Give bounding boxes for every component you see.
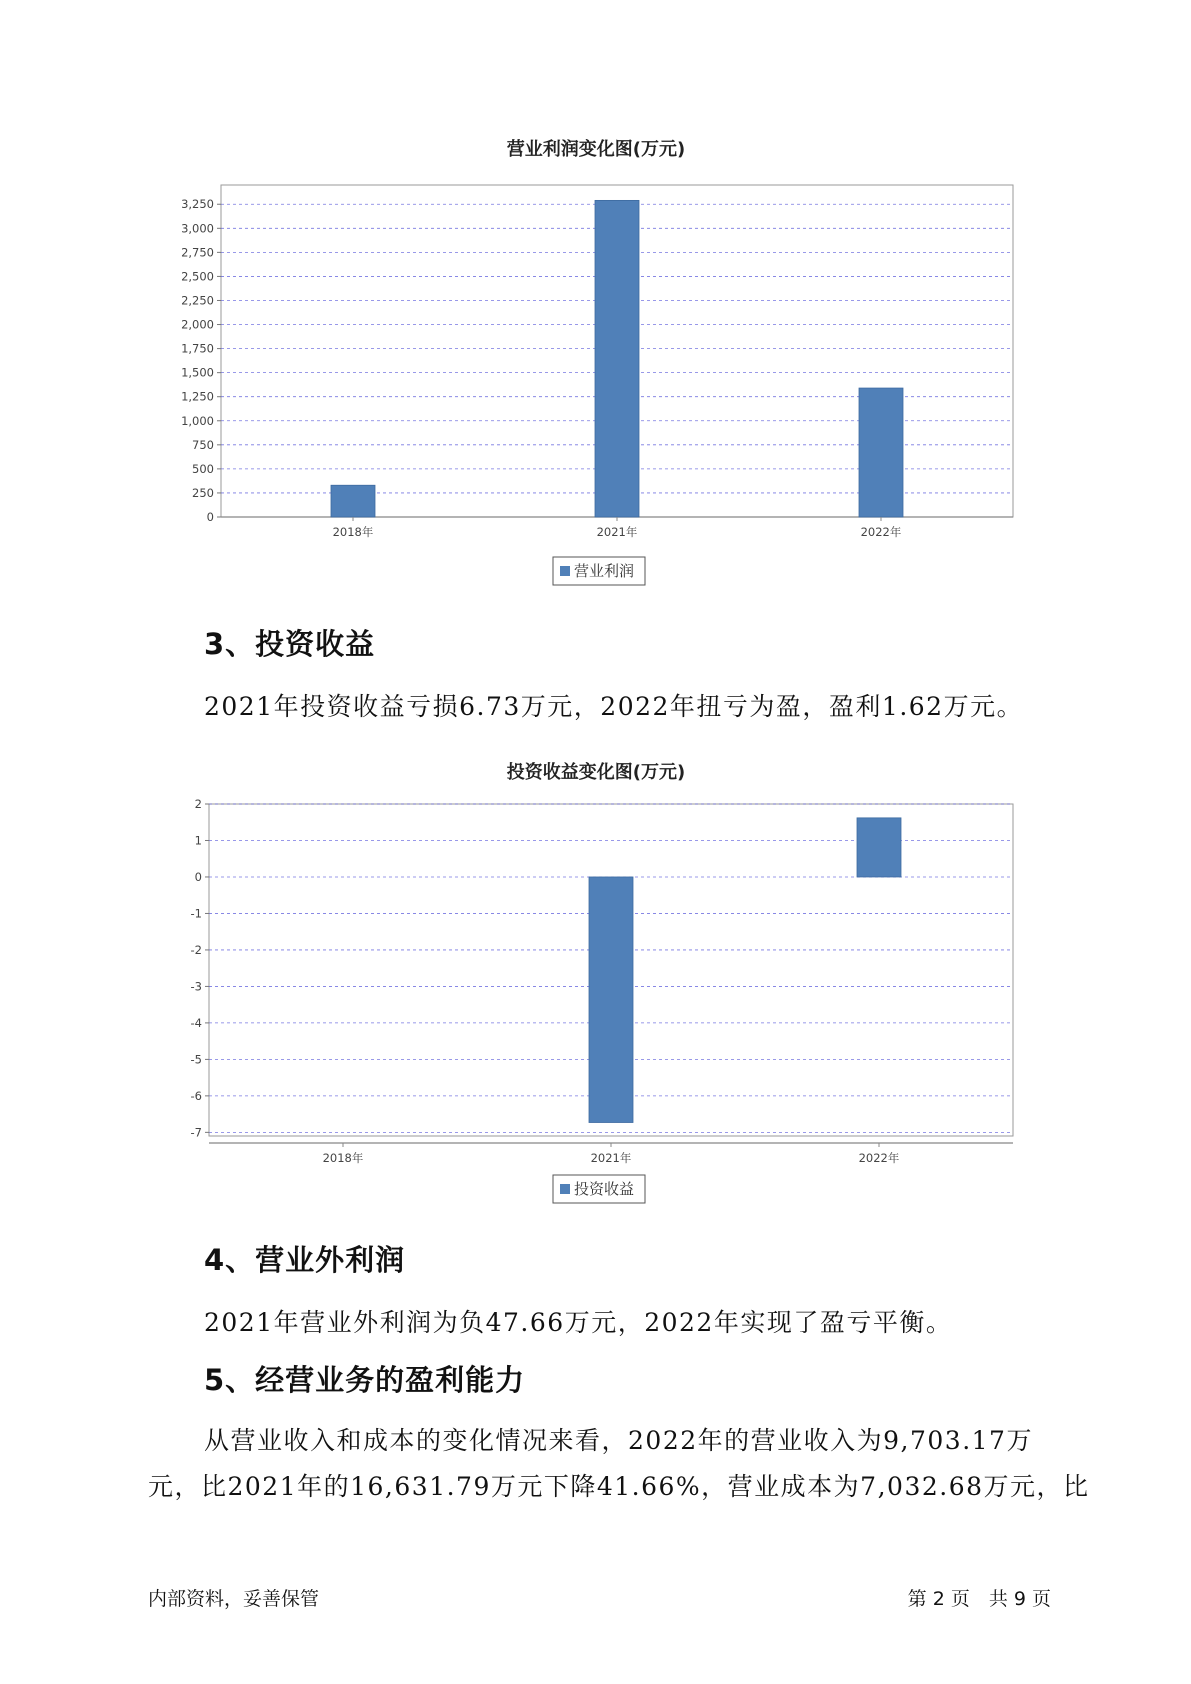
x-tick-label: 2021年: [590, 1151, 632, 1165]
y-tick-label: 1,500: [181, 365, 214, 380]
legend-label: 投资收益: [574, 1180, 635, 1198]
y-tick-label: -7: [190, 1125, 202, 1140]
y-tick-label: 2,000: [181, 317, 214, 332]
x-tick-label: 2021年: [596, 525, 638, 539]
y-tick-label: 1,250: [181, 389, 214, 404]
bar-2022年: [859, 388, 903, 517]
chart-legend: [553, 1175, 645, 1203]
bar-2018年: [331, 485, 375, 517]
section-4-paragraph: 2021年营业外利润为负47.66万元，2022年实现了盈亏平衡。: [204, 1308, 953, 1337]
y-tick-label: -5: [190, 1052, 202, 1067]
y-tick-label: 500: [192, 461, 214, 476]
y-tick-label: 3,000: [181, 221, 214, 236]
legend-swatch: [560, 1184, 570, 1194]
x-tick-label: 2018年: [322, 1151, 364, 1165]
y-tick-label: -2: [190, 942, 202, 957]
y-tick-label: 1,750: [181, 341, 214, 356]
investment-income-chart-svg: [0, 752, 1191, 1212]
section-5-paragraph-line-1: 从营业收入和成本的变化情况来看，2022年的营业收入为9,703.17万: [204, 1426, 1033, 1455]
y-tick-label: -4: [190, 1015, 202, 1030]
chart-title: 投资收益变化图(万元): [506, 762, 686, 783]
section-3-heading: 3、投资收益: [204, 627, 376, 661]
y-tick-label: 1,000: [181, 413, 214, 428]
legend-label: 营业利润: [574, 562, 635, 580]
bar-2022年: [857, 818, 901, 877]
y-tick-label: -3: [190, 979, 202, 994]
y-tick-label: 2,500: [181, 269, 214, 284]
section-4-heading: 4、营业外利润: [204, 1243, 406, 1277]
y-tick-label: -6: [190, 1088, 202, 1103]
chart-title: 营业利润变化图(万元): [506, 139, 686, 160]
y-tick-label: 750: [192, 437, 214, 452]
y-tick-label: 250: [192, 485, 214, 500]
section-5-heading: 5、经营业务的盈利能力: [204, 1363, 526, 1397]
y-tick-label: 2: [194, 797, 202, 811]
y-tick-label: 2,750: [181, 245, 214, 260]
footer-page-number: 第 2 页 共 9 页: [907, 1588, 1051, 1610]
legend-swatch: [560, 566, 570, 576]
x-tick-label: 2018年: [332, 525, 374, 539]
x-tick-label: 2022年: [858, 1151, 900, 1165]
investment-income-chart: [0, 752, 1191, 1212]
operating-profit-chart-svg: [0, 130, 1191, 600]
y-tick-label: 2,250: [181, 293, 214, 308]
bar-2021年: [595, 200, 639, 517]
y-tick-label: 0: [194, 869, 202, 884]
y-tick-label: 1: [194, 833, 202, 848]
section-5-paragraph-line-2: 元，比2021年的16,631.79万元下降41.66%，营业成本为7,032.68万元，比: [148, 1472, 1090, 1501]
section-3-paragraph: 2021年投资收益亏损6.73万元，2022年扭亏为盈，盈利1.62万元。: [204, 692, 1024, 721]
chart-legend: [553, 557, 645, 585]
y-tick-label: -1: [190, 906, 202, 921]
operating-profit-chart: [0, 130, 1191, 600]
y-tick-label: 3,250: [181, 197, 214, 212]
footer-confidential-note: 内部资料，妥善保管: [148, 1588, 320, 1610]
bar-2021年: [589, 877, 633, 1123]
y-tick-label: 0: [206, 510, 214, 524]
x-tick-label: 2022年: [860, 525, 902, 539]
